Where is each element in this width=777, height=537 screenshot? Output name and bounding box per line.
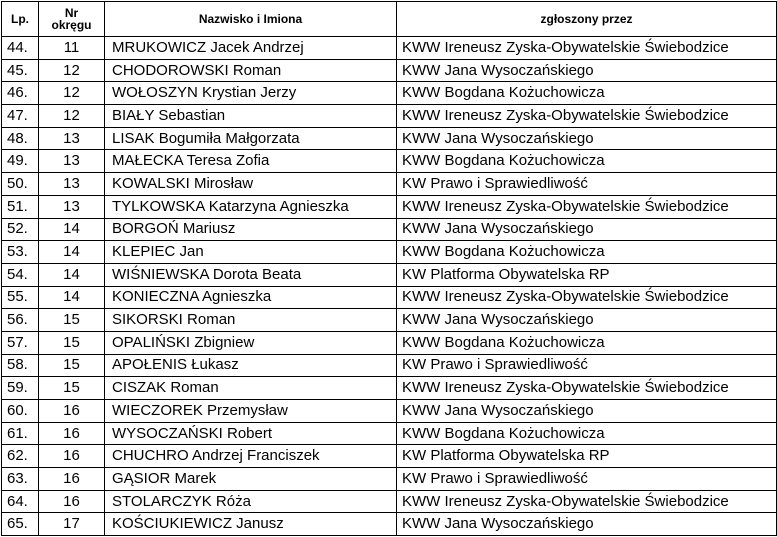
row-number-cell: 57. (2, 331, 39, 354)
candidate-name-cell: CISZAK Roman (105, 377, 397, 400)
submitted-by-cell: KWW Jana Wysoczańskiego (397, 400, 777, 423)
candidate-name-cell: SIKORSKI Roman (105, 309, 397, 332)
row-number-cell: 46. (2, 82, 39, 105)
submitted-by-cell: KW Platforma Obywatelska RP (397, 263, 777, 286)
row-number-cell: 62. (2, 445, 39, 468)
district-cell: 14 (39, 241, 105, 264)
submitted-by-cell: KWW Ireneusz Zyska-Obywatelskie Świebodzice (397, 490, 777, 513)
district-cell: 12 (39, 105, 105, 128)
district-cell: 15 (39, 331, 105, 354)
row-number-cell: 64. (2, 490, 39, 513)
submitted-by-cell: KWW Ireneusz Zyska-Obywatelskie Świebodzice (397, 37, 777, 60)
district-cell: 12 (39, 82, 105, 105)
table-row (2, 309, 777, 332)
header-submitted-by: zgłoszony przez (397, 2, 777, 37)
row-number-cell: 61. (2, 422, 39, 445)
table-row (2, 354, 777, 377)
table-row (2, 150, 777, 173)
submitted-by-cell: KWW Jana Wysoczańskiego (397, 127, 777, 150)
district-cell: 16 (39, 422, 105, 445)
candidate-name-cell: OPALIŃSKI Zbigniew (105, 331, 397, 354)
submitted-by-cell: KWW Jana Wysoczańskiego (397, 59, 777, 82)
table-row (2, 400, 777, 423)
district-cell: 14 (39, 263, 105, 286)
table-row (2, 377, 777, 400)
district-cell: 14 (39, 286, 105, 309)
row-number-cell: 58. (2, 354, 39, 377)
district-cell: 15 (39, 354, 105, 377)
row-number-cell: 52. (2, 218, 39, 241)
submitted-by-cell: KWW Bogdana Kożuchowicza (397, 422, 777, 445)
submitted-by-cell: KWW Bogdana Kożuchowicza (397, 331, 777, 354)
table-row (2, 513, 777, 536)
row-number-cell: 50. (2, 173, 39, 196)
table-body (2, 37, 777, 536)
candidate-name-cell: APOŁENIS Łukasz (105, 354, 397, 377)
table-row (2, 241, 777, 264)
header-lp: Lp. (2, 2, 39, 37)
candidate-name-cell: KOWALSKI Mirosław (105, 173, 397, 196)
submitted-by-cell: KWW Ireneusz Zyska-Obywatelskie Świebodzice (397, 377, 777, 400)
table-row (2, 286, 777, 309)
submitted-by-cell: KWW Ireneusz Zyska-Obywatelskie Świebodzice (397, 195, 777, 218)
candidate-name-cell: LISAK Bogumiła Małgorzata (105, 127, 397, 150)
submitted-by-cell: KWW Bogdana Kożuchowicza (397, 150, 777, 173)
header-nr-line1: Nr (64, 6, 79, 20)
candidate-name-cell: KOŚCIUKIEWICZ Janusz (105, 513, 397, 536)
district-cell: 15 (39, 377, 105, 400)
table-row (2, 445, 777, 468)
row-number-cell: 51. (2, 195, 39, 218)
row-number-cell: 48. (2, 127, 39, 150)
row-number-cell: 63. (2, 468, 39, 491)
district-cell: 16 (39, 400, 105, 423)
header-nr-okregu (39, 2, 105, 37)
row-number-cell: 55. (2, 286, 39, 309)
district-cell: 11 (39, 37, 105, 60)
submitted-by-cell: KWW Ireneusz Zyska-Obywatelskie Świebodzice (397, 286, 777, 309)
candidate-name-cell: CHODOROWSKI Roman (105, 59, 397, 82)
row-number-cell: 54. (2, 263, 39, 286)
submitted-by-cell: KW Prawo i Sprawiedliwość (397, 173, 777, 196)
row-number-cell: 59. (2, 377, 39, 400)
district-cell: 13 (39, 150, 105, 173)
district-cell: 16 (39, 468, 105, 491)
table-header-row (2, 2, 777, 37)
district-cell: 13 (39, 173, 105, 196)
district-cell: 14 (39, 218, 105, 241)
table-row (2, 37, 777, 60)
table-row (2, 195, 777, 218)
district-cell: 16 (39, 445, 105, 468)
row-number-cell: 53. (2, 241, 39, 264)
table-row (2, 127, 777, 150)
row-number-cell: 60. (2, 400, 39, 423)
table-row (2, 218, 777, 241)
district-cell: 16 (39, 490, 105, 513)
submitted-by-cell: KWW Ireneusz Zyska-Obywatelskie Świebodzice (397, 105, 777, 128)
district-cell: 12 (39, 59, 105, 82)
candidate-name-cell: STOLARCZYK Róża (105, 490, 397, 513)
row-number-cell: 44. (2, 37, 39, 60)
candidate-name-cell: BIAŁY Sebastian (105, 105, 397, 128)
candidate-name-cell: WIŚNIEWSKA Dorota Beata (105, 263, 397, 286)
row-number-cell: 45. (2, 59, 39, 82)
candidate-name-cell: WIECZOREK Przemysław (105, 400, 397, 423)
district-cell: 17 (39, 513, 105, 536)
header-nr-line2: okręgu (51, 18, 92, 32)
candidate-name-cell: MRUKOWICZ Jacek Andrzej (105, 37, 397, 60)
submitted-by-cell: KW Platforma Obywatelska RP (397, 445, 777, 468)
submitted-by-cell: KWW Jana Wysoczańskiego (397, 513, 777, 536)
candidate-name-cell: KONIECZNA Agnieszka (105, 286, 397, 309)
district-cell: 13 (39, 195, 105, 218)
table-row (2, 468, 777, 491)
table-row (2, 422, 777, 445)
candidate-name-cell: CHUCHRO Andrzej Franciszek (105, 445, 397, 468)
candidates-table (1, 1, 777, 536)
candidate-name-cell: MAŁECKA Teresa Zofia (105, 150, 397, 173)
submitted-by-cell: KWW Bogdana Kożuchowicza (397, 241, 777, 264)
submitted-by-cell: KW Prawo i Sprawiedliwość (397, 468, 777, 491)
table-row (2, 263, 777, 286)
district-cell: 13 (39, 127, 105, 150)
candidate-name-cell: WYSOCZAŃSKI Robert (105, 422, 397, 445)
submitted-by-cell: KWW Bogdana Kożuchowicza (397, 82, 777, 105)
header-name: Nazwisko i Imiona (105, 2, 397, 37)
table-row (2, 490, 777, 513)
submitted-by-cell: KWW Jana Wysoczańskiego (397, 218, 777, 241)
candidate-name-cell: TYLKOWSKA Katarzyna Agnieszka (105, 195, 397, 218)
row-number-cell: 56. (2, 309, 39, 332)
submitted-by-cell: KWW Jana Wysoczańskiego (397, 309, 777, 332)
candidate-name-cell: BORGOŃ Mariusz (105, 218, 397, 241)
submitted-by-cell: KW Prawo i Sprawiedliwość (397, 354, 777, 377)
row-number-cell: 49. (2, 150, 39, 173)
row-number-cell: 47. (2, 105, 39, 128)
candidate-name-cell: WOŁOSZYN Krystian Jerzy (105, 82, 397, 105)
table-row (2, 59, 777, 82)
candidate-name-cell: KLEPIEC Jan (105, 241, 397, 264)
district-cell: 15 (39, 309, 105, 332)
table-row (2, 173, 777, 196)
table-row (2, 105, 777, 128)
table-row (2, 331, 777, 354)
row-number-cell: 65. (2, 513, 39, 536)
candidate-name-cell: GĄSIOR Marek (105, 468, 397, 491)
table-row (2, 82, 777, 105)
